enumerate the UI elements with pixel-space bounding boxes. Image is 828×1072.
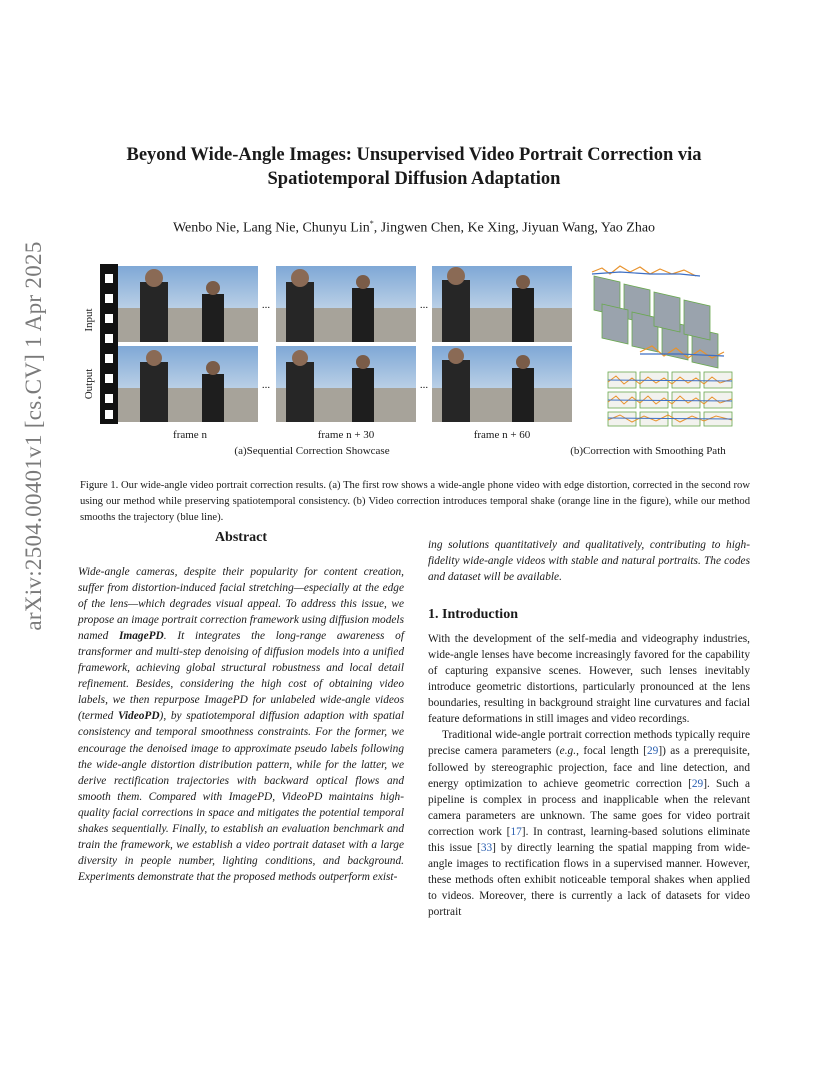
abstract-continuation: ing solutions quantitatively and qualitatively, contributing to high-fidelity wide-angle videos with stable and natural portraits. The codes and dataset will be available. [428,539,750,584]
ellipsis-4: ... [419,379,429,391]
imagepd-term: ImagePD [119,630,164,643]
frame-label-n60: frame n + 60 [473,429,531,441]
videopd-term: VideoPD [117,710,160,723]
left-column [78,530,404,885]
intro-p2-d: ]. Such a pipeline is complex in process and inapplicable when the relevant camera parameters are unknown. The same goes for video portrait correction work [ [428,777,750,838]
corresponding-mark: * [369,219,374,228]
frame-n-input [118,266,258,342]
intro-paragraph-1: With the development of the self-media and videography industries, wide-angle lenses have become increasingly favored for the capability of capturing expansive scenes. However, such lenses inevitably introduce geometric distortions, particularly pronounced at the lens boundaries, resulting in background straight line curvatures and facial feature deformations in still images and video recordings. [428,633,750,726]
intro-p2-e: ]. In contrast, learning-based solutions eliminate this issue [ [428,825,750,854]
ellipsis-3: ... [419,299,429,311]
frame-label-n: frame n [173,429,207,441]
frame-n60-input [432,266,572,342]
title-line-1: Beyond Wide-Angle Images: Unsupervised Video Portrait Correction via [126,145,702,165]
introduction-body [428,631,750,920]
arxiv-identifier: arXiv:2504.00401v1 [cs.CV] 1 Apr 2025 [21,241,46,631]
figure-1 [80,260,760,470]
intro-p2-f: ] by directly learning the spatial mapping from wide-angle images to rectification flows in a supervised manner. However, these methods often exhibit noticeable temporal shakes when applied to videos. Moreover, there is currently a lack of datasets for video portrait [428,841,751,918]
citation-17[interactable]: 17 [510,825,522,838]
abstract-part-2: . It integrates the long-range awareness of transformer and multi-step denoising of diffusion models into a unified framework, achieving global structural robustness and local detail refinement. Besides, considering the high cost of obtaining video labels, we then repurpose ImagePD for unlabeled wide-angle videos (termed [78,630,404,723]
author-list [90,219,738,237]
intro-p2-a: Traditional wide-angle portrait correction methods typically require precise camera parameters ( [428,729,750,758]
paper-title [90,143,738,191]
smoothing-path-panel [592,266,732,426]
citation-29[interactable]: 29 [646,745,659,758]
frame-n60-output [432,346,572,422]
authors-rest: , Jingwen Chen, Ke Xing, Jiyuan Wang, Yao Zhao [373,220,656,236]
frame-n-output [118,346,258,422]
authors-first: Wenbo Nie, Lang Nie, Chunyu Lin [172,220,370,236]
citation-29b[interactable]: 29 [691,777,704,790]
intro-paragraph-2 [428,727,750,920]
row-label-output: Output [83,368,95,400]
eg-abbrev: e.g. [559,745,577,758]
title-line-2: Spatiotemporal Diffusion Adaptation [267,169,561,189]
abstract-part-3: ), by spatiotemporal diffusion adaption with spatial consistency and temporal smoothness constraints. For the former, we encourage the denoised image to approximate pseudo labels following the wide-angle distortion distribution pattern, while for the latter, we derive rectification trajectories with backward optical flows and smooth them. Compared with ImagePD, VideoPD maintains high-quality facial corrections in space and mitigates the potential temporal shakes sequentially. Finally, to establish an evaluation benchmark and train the framework, we establish a video portrait dataset with a large diversity in people number, lighting conditions, and background. Experiments demonstrate that the proposed methods outperform exist- [78,710,405,883]
figure-caption: Figure 1. Our wide-angle video portrait correction results. (a) The first row shows a wide-angle phone video with edge distortion, corrected in the second row using our method while preserving spatiotemporal consistency. (b) Video correction introduces temporal shake (orange line in the figure), while our method smooths the trajectory (blue line). [80,480,750,523]
intro-p2-c: ]) as a prerequisite, followed by stereographic projection, face and line detection, and energy optimization to achieve geometric correction [ [428,745,750,790]
figure-graphic [80,260,760,470]
row-label-input: Input [83,308,95,332]
introduction-heading: 1. Introduction [428,607,518,623]
abstract-heading: Abstract [214,530,268,545]
abstract-text [78,564,404,885]
frame-n30-output [276,346,416,422]
frame-label-n30: frame n + 30 [317,429,375,441]
subfigure-a-label: (a)Sequential Correction Showcase [234,445,390,457]
right-column [428,537,750,920]
abstract-part-1: Wide-angle cameras, despite their popularity for content creation, suffer from distortion-induced facial stretching—especially at the edge of the lens—which degrades visual appeal. To address this issue, we propose an image portrait correction framework using diffusion models named [78,566,404,643]
intro-p2-b: , focal length [ [576,745,647,758]
subfigure-b-label: (b)Correction with Smoothing Path [570,445,726,457]
ellipsis-1: ... [261,299,271,311]
film-strip [100,264,118,424]
frame-n30-input [276,266,416,342]
ellipsis-2: ... [261,379,271,391]
citation-33[interactable]: 33 [480,841,493,854]
